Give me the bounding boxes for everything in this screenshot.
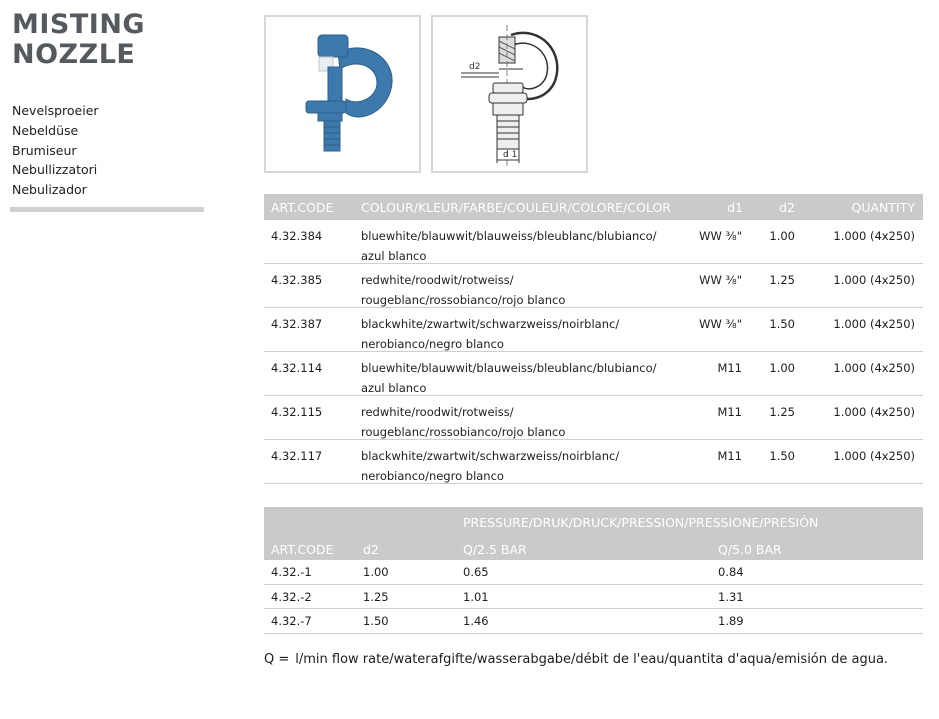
table-row <box>264 220 923 264</box>
colour-line-1: bluewhite/blauwwit/blauweiss/bleublanc/blubianco/ <box>361 361 657 375</box>
header-art-code: ART.CODE <box>271 200 334 215</box>
footnote-text: l/min flow rate/waterafgifte/wasserabgabe/débit de l'eau/quantita d'aqua/emisión de agua. <box>295 652 889 667</box>
colour-line-2: azul blanco <box>361 380 427 395</box>
d1-value: WW ⅜" <box>699 229 742 243</box>
art-code: 4.32.115 <box>271 405 323 419</box>
q-5-0-value: 1.31 <box>718 589 744 604</box>
flow-rate-footnote <box>264 652 888 667</box>
colour-cell <box>361 271 565 310</box>
art-code: 4.32.-1 <box>271 565 312 579</box>
title-translations <box>12 101 99 200</box>
q-5-0-value: 1.89 <box>718 614 744 628</box>
translation-italian: Nebullizzatori <box>12 162 98 178</box>
colour-cell <box>361 359 657 398</box>
table-row <box>264 396 923 440</box>
product-photo <box>264 15 421 173</box>
technical-drawing-icon <box>433 17 586 171</box>
colour-cell <box>361 227 657 266</box>
quantity-value: 1.000 (4x250) <box>833 449 915 463</box>
footnote-symbol: Q = <box>264 652 290 667</box>
d1-value: M11 <box>717 405 742 419</box>
article-table-header <box>264 194 923 220</box>
art-code: 4.32.117 <box>271 449 323 463</box>
title-line-2: NOZZLE <box>12 39 136 70</box>
quantity-value: 1.000 (4x250) <box>833 273 915 287</box>
d2-value: 1.50 <box>363 614 389 628</box>
translation-german: Nebeldüse <box>12 122 79 138</box>
art-code: 4.32.387 <box>271 317 323 331</box>
d2-value: 1.50 <box>769 317 795 331</box>
pressure-table <box>264 507 923 634</box>
header-d2: d2 <box>779 200 795 215</box>
table-row <box>264 560 923 585</box>
colour-line-1: redwhite/roodwit/rotweiss/ <box>361 405 514 419</box>
colour-cell <box>361 315 619 354</box>
colour-line-1: blackwhite/zwartwit/schwarzweiss/noirblanc/ <box>361 317 620 331</box>
table-row <box>264 264 923 308</box>
pressure-table-header <box>264 507 923 560</box>
d1-value: WW ⅜" <box>699 273 742 287</box>
colour-line-2: nerobianco/negro blanco <box>361 336 504 351</box>
d1-value: M11 <box>717 361 742 375</box>
d2-value: 1.25 <box>769 405 795 419</box>
q-2-5-value: 1.01 <box>463 589 489 604</box>
section-divider <box>10 207 204 212</box>
colour-line-2: rougeblanc/rossobianco/rojo blanco <box>361 292 566 307</box>
header-q-5-0-bar: Q/5.0 BAR <box>718 542 782 557</box>
table-row <box>264 352 923 396</box>
table-row <box>264 585 923 610</box>
translation-spanish: Nebulizador <box>12 182 87 198</box>
art-code: 4.32.-7 <box>271 614 312 628</box>
header-d1: d1 <box>727 200 743 215</box>
table-row <box>264 440 923 484</box>
technical-drawing <box>431 15 588 173</box>
table-row <box>264 609 923 634</box>
colour-line-1: bluewhite/blauwwit/blauweiss/bleublanc/blubianco/ <box>361 229 657 243</box>
colour-line-1: redwhite/roodwit/rotweiss/ <box>361 273 514 287</box>
header-pressure: PRESSURE/DRUK/DRUCK/PRESSION/PRESSIONE/PRESIÓN <box>463 515 819 530</box>
table-row <box>264 308 923 352</box>
colour-cell <box>361 447 619 486</box>
colour-line-2: nerobianco/negro blanco <box>361 468 504 483</box>
d2-value: 1.25 <box>363 589 389 604</box>
art-code: 4.32.385 <box>271 273 323 287</box>
article-table <box>264 194 923 484</box>
art-code: 4.32.114 <box>271 361 323 375</box>
d2-value: 1.00 <box>769 361 795 375</box>
translation-dutch: Nevelsproeier <box>12 103 99 118</box>
d2-value: 1.00 <box>769 229 795 243</box>
art-code: 4.32.384 <box>271 229 323 243</box>
title-line-1: MISTING <box>12 9 146 40</box>
header-colour: COLOUR/KLEUR/FARBE/COULEUR/COLORE/COLOR <box>361 200 671 215</box>
quantity-value: 1.000 (4x250) <box>833 361 915 375</box>
colour-line-1: blackwhite/zwartwit/schwarzweiss/noirblanc/ <box>361 449 620 463</box>
art-code: 4.32.-2 <box>271 589 312 604</box>
colour-cell <box>361 403 565 442</box>
quantity-value: 1.000 (4x250) <box>833 317 915 331</box>
header-art-code: ART.CODE <box>271 542 334 557</box>
header-q-2-5-bar: Q/2.5 BAR <box>463 542 527 557</box>
q-2-5-value: 0.65 <box>463 565 489 579</box>
translation-french: Brumiseur <box>12 142 77 158</box>
d1-value: M11 <box>717 449 742 463</box>
d1-value: WW ⅜" <box>699 317 742 331</box>
q-2-5-value: 1.46 <box>463 614 489 628</box>
misting-nozzle-photo-icon <box>266 17 419 171</box>
drawing-label-d2: d2 <box>469 62 481 72</box>
d2-value: 1.25 <box>769 273 795 287</box>
quantity-value: 1.000 (4x250) <box>833 229 915 243</box>
header-d2: d2 <box>363 542 379 557</box>
quantity-value: 1.000 (4x250) <box>833 405 915 419</box>
d2-value: 1.00 <box>363 565 389 579</box>
drawing-label-d1: d 1 <box>503 150 518 160</box>
colour-line-2: rougeblanc/rossobianco/rojo blanco <box>361 424 566 439</box>
q-5-0-value: 0.84 <box>718 565 744 579</box>
product-title <box>12 10 145 70</box>
d2-value: 1.50 <box>769 449 795 463</box>
colour-line-2: azul blanco <box>361 248 427 263</box>
header-quantity: QUANTITY <box>851 200 915 215</box>
